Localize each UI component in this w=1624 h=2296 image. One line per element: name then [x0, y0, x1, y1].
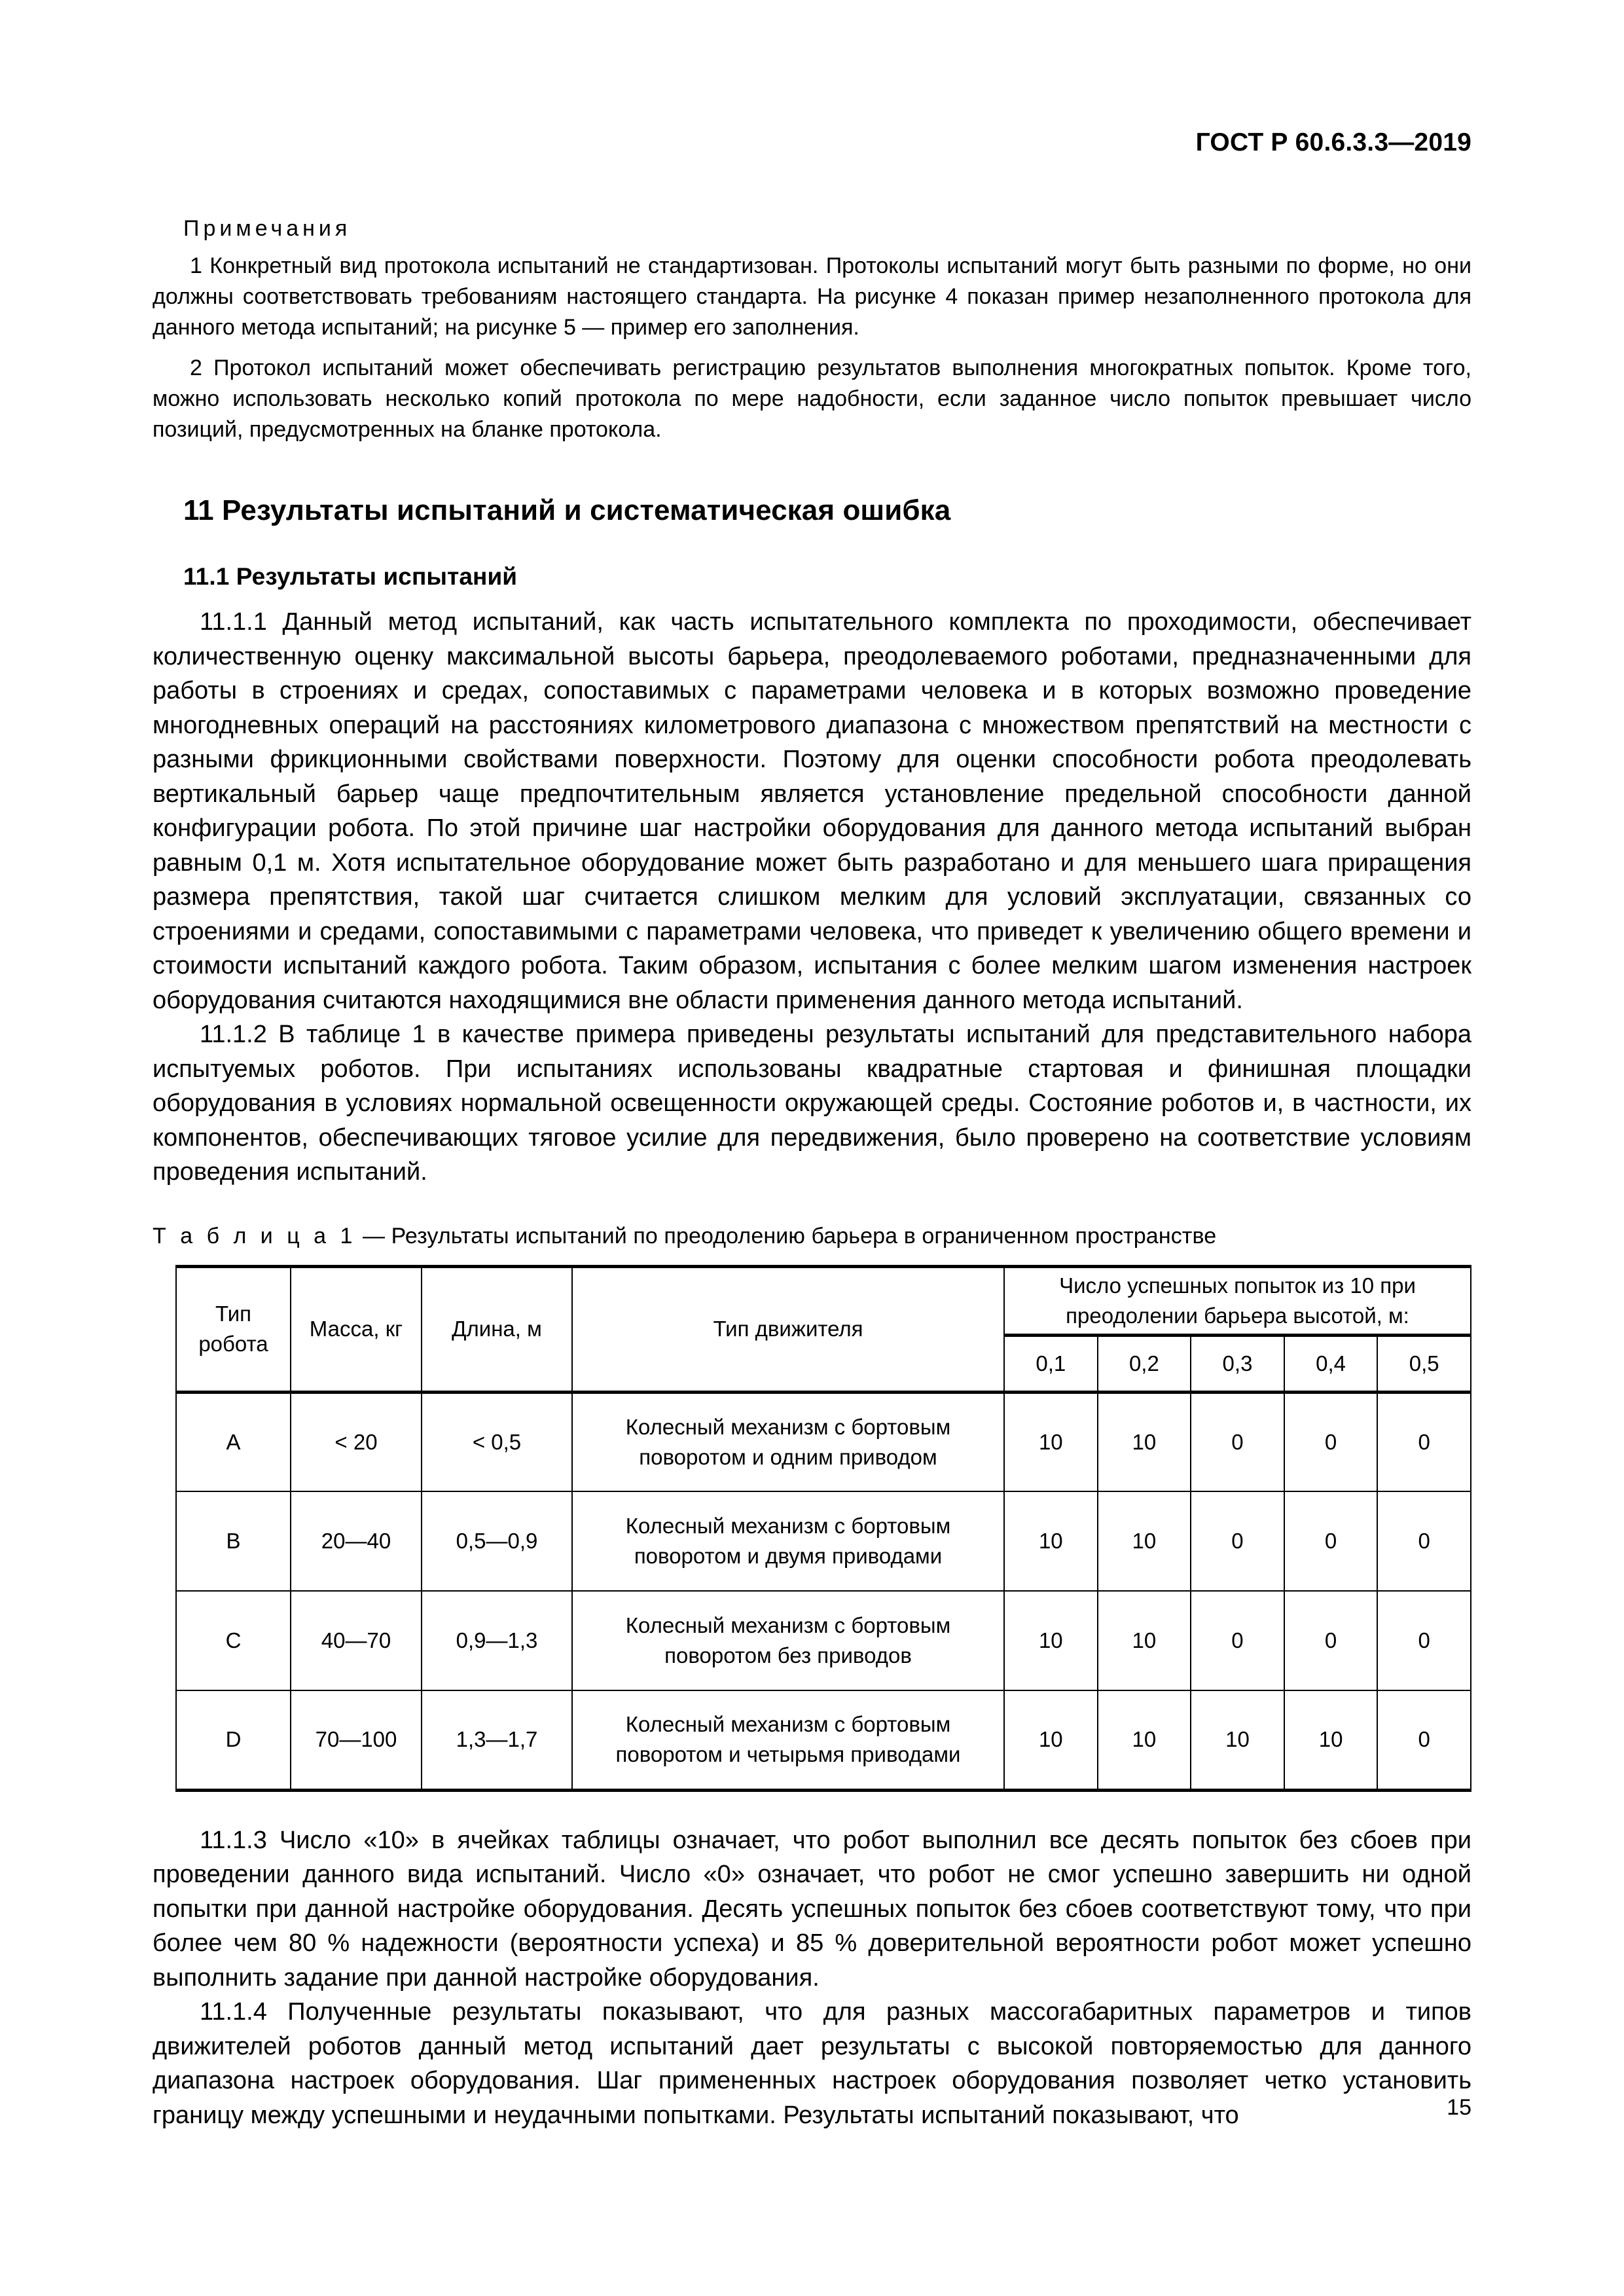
cell-mass: 40—70 — [291, 1591, 422, 1690]
cell-robot-type: B — [176, 1491, 291, 1591]
cell-drive-type-line2: поворотом и четырьмя приводами — [615, 1742, 961, 1767]
col-header-height-0-5: 0,5 — [1377, 1335, 1471, 1392]
cell-robot-type: A — [176, 1392, 291, 1491]
table-header-row-main — [176, 1266, 1471, 1335]
cell-result-0-4: 0 — [1284, 1591, 1378, 1690]
cell-result-0-4: 0 — [1284, 1392, 1378, 1491]
cell-length: 0,9—1,3 — [422, 1591, 572, 1690]
page-number: 15 — [1447, 2095, 1471, 2120]
results-table-body — [176, 1392, 1471, 1790]
page-content — [153, 216, 1471, 2132]
cell-result-0-2: 10 — [1098, 1392, 1191, 1491]
cell-robot-type: C — [176, 1591, 291, 1690]
cell-length: 0,5—0,9 — [422, 1491, 572, 1591]
subsection-heading-11-1: 11.1 Результаты испытаний — [183, 563, 518, 590]
col-header-height-0-2: 0,2 — [1098, 1335, 1191, 1392]
cell-mass: < 20 — [291, 1392, 422, 1491]
cell-drive-type-line1: Колесный механизм с бортовым — [625, 1613, 951, 1637]
standard-header: ГОСТ Р 60.6.3.3—2019 — [1195, 128, 1471, 156]
cell-drive-type — [572, 1392, 1004, 1491]
cell-robot-type: D — [176, 1690, 291, 1790]
cell-drive-type — [572, 1690, 1004, 1790]
cell-result-0-1: 10 — [1004, 1491, 1098, 1591]
cell-result-0-4: 0 — [1284, 1491, 1378, 1591]
cell-drive-type-line2: поворотом без приводов — [664, 1643, 912, 1667]
col-header-height-0-4: 0,4 — [1284, 1335, 1378, 1392]
cell-result-0-2: 10 — [1098, 1491, 1191, 1591]
col-header-robot-type-line1: Тип — [215, 1302, 251, 1326]
cell-drive-type-line1: Колесный механизм с бортовым — [625, 1514, 951, 1538]
cell-result-0-5: 0 — [1377, 1491, 1471, 1591]
cell-result-0-5: 0 — [1377, 1591, 1471, 1690]
paragraph-11-1-3: 11.1.3 Число «10» в ячейках таблицы означает, что робот выполнил все десять попыток без сбоев при проведении данного вида испытаний. Число «0» означает, что робот не смог успешно завершить ни одной попытки при данной настройке оборудования. Десять успешных попыток без сбоев соответствуют тому, что при более чем 80 % надежности (вероятности успеха) и 85 % доверительной вероятности робот может успешно выполнить задание при данной настройке оборудования. — [153, 1826, 1471, 1992]
results-table-head — [176, 1266, 1471, 1392]
col-header-drive-type: Тип движителя — [572, 1266, 1004, 1392]
cell-result-0-1: 10 — [1004, 1591, 1098, 1690]
cell-result-0-1: 10 — [1004, 1392, 1098, 1491]
table-row — [176, 1591, 1471, 1690]
cell-result-0-1: 10 — [1004, 1690, 1098, 1790]
cell-drive-type — [572, 1491, 1004, 1591]
col-header-robot-type-line2: робота — [198, 1332, 268, 1356]
col-header-robot-type — [176, 1266, 291, 1392]
table-caption-text: Результаты испытаний по преодолению барьера в ограниченном пространстве — [391, 1223, 1217, 1248]
notes-heading: Примечания — [183, 216, 352, 241]
cell-result-0-3: 0 — [1191, 1491, 1284, 1591]
col-header-attempts-group — [1004, 1266, 1471, 1335]
cell-drive-type-line2: поворотом и одним приводом — [639, 1444, 937, 1469]
paragraph-11-1-1: 11.1.1 Данный метод испытаний, как часть испытательного комплекта по проходимости, обеспечивает количественную оценку максимальной высоты барьера, преодолеваемого роботами, предназначенными для работы в строениях и средах, сопоставимых с параметрами человека и в которых возможно проведение многодневных операций на расстояниях километрового диапазона с множеством препятствий на местности с разными фрикционными свойствами поверхности. Поэтому для оценки способности робота преодолевать вертикальный барьер чаще предпочтительным является установление предельной способности данной конфигурации робота. По этой причине шаг настройки оборудования для данного метода испытаний выбран равным 0,1 м. Хотя испытательное оборудование может быть разработано и для меньшего шага приращения размера препятствия, такой шаг считается слишком мелким для условий эксплуатации, связанных со строениями и средами, сопоставимыми с параметрами человека, что приведет к увеличению общего времени и стоимости испытаний каждого робота. Таким образом, испытания с более мелким шагом изменения настроек оборудования считаются находящимися вне области применения данного метода испытаний. — [153, 608, 1471, 1014]
col-header-height-0-1: 0,1 — [1004, 1335, 1098, 1392]
table-row — [176, 1491, 1471, 1591]
table-caption-dash: — — [356, 1223, 391, 1248]
cell-length: < 0,5 — [422, 1392, 572, 1491]
col-header-length: Длина, м — [422, 1266, 572, 1392]
cell-result-0-3: 10 — [1191, 1690, 1284, 1790]
cell-result-0-4: 10 — [1284, 1690, 1378, 1790]
results-table — [175, 1265, 1471, 1792]
section-heading-11: 11 Результаты испытаний и систематическая ошибка — [183, 494, 951, 526]
note-item-1: 1 Конкретный вид протокола испытаний не стандартизован. Протоколы испытаний могут быть разными по форме, но они должны соответствовать требованиям настоящего стандарта. На рисунке 4 показан пример незаполненного протокола для данного метода испытаний; на рисунке 5 — пример его заполнения. — [153, 253, 1471, 340]
cell-result-0-5: 0 — [1377, 1690, 1471, 1790]
cell-result-0-3: 0 — [1191, 1591, 1284, 1690]
cell-result-0-2: 10 — [1098, 1690, 1191, 1790]
cell-result-0-2: 10 — [1098, 1591, 1191, 1690]
col-header-mass: Масса, кг — [291, 1266, 422, 1392]
cell-mass: 70—100 — [291, 1690, 422, 1790]
cell-drive-type-line2: поворотом и двумя приводами — [634, 1544, 943, 1568]
cell-drive-type — [572, 1591, 1004, 1690]
table-row — [176, 1690, 1471, 1790]
col-header-attempts-line1: Число успешных попыток из 10 при — [1059, 1273, 1416, 1298]
paragraph-11-1-2: 11.1.2 В таблице 1 в качестве примера приведены результаты испытаний для представительного набора испытуемых роботов. При испытаниях использованы квадратные стартовая и финишная площадки оборудования в условиях нормальной освещенности окружающей среды. Состояние роботов и, в частности, их компонентов, обеспечивающих тяговое усилие для передвижения, было проверено на соответствие условиям проведения испытаний. — [153, 1021, 1471, 1186]
table-row — [176, 1392, 1471, 1491]
col-header-attempts-line2: преодолении барьера высотой, м: — [1066, 1303, 1409, 1328]
note-item-2: 2 Протокол испытаний может обеспечивать регистрацию результатов выполнения многократных попыток. Кроме того, можно использовать несколько копий протокола по мере надобности, если заданное число попыток превышает число позиций, предусмотренных на бланке протокола. — [153, 355, 1471, 442]
cell-drive-type-line1: Колесный механизм с бортовым — [625, 1414, 951, 1439]
cell-result-0-3: 0 — [1191, 1392, 1284, 1491]
cell-mass: 20—40 — [291, 1491, 422, 1591]
paragraph-11-1-4: 11.1.4 Полученные результаты показывают, что для разных массогабаритных параметров и типов движителей роботов данный метод испытаний дает результаты с высокой повторяемостью для данного диапазона настроек оборудования. Шаг примененных настроек оборудования позволяет четко установить границу между успешными и неудачными попытками. Результаты испытаний показывают, что — [153, 1998, 1471, 2129]
col-header-height-0-3: 0,3 — [1191, 1335, 1284, 1392]
cell-result-0-5: 0 — [1377, 1392, 1471, 1491]
cell-length: 1,3—1,7 — [422, 1690, 572, 1790]
table-caption-label: Т а б л и ц а 1 — [153, 1223, 357, 1248]
table-caption — [153, 1224, 1471, 1249]
cell-drive-type-line1: Колесный механизм с бортовым — [625, 1712, 951, 1737]
